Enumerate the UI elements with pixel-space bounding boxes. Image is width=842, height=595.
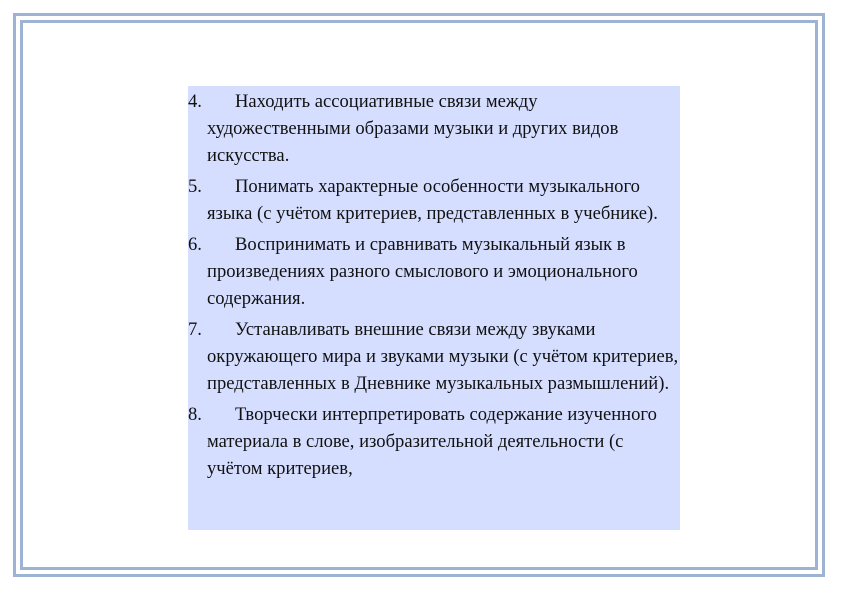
list-item-number: 4.: [188, 91, 202, 112]
numbered-list-box: [188, 86, 680, 530]
list-item-number: 5.: [188, 176, 202, 197]
list-item-text: Устанавливать внешние связи между звуками окружающего мира и звуками музыки (с учётом критериев, представленных в Дневнике музыкальных размышлений).: [207, 319, 679, 394]
list-item-8: [188, 401, 680, 482]
list-item-6: [188, 231, 680, 312]
list-item-5: [188, 173, 680, 227]
list-item-text: Творчески интерпретировать содержание изученного материала в слове, изобразительной деятельности (с учётом критериев,: [207, 404, 657, 479]
list-item-number: 7.: [188, 319, 202, 340]
list-item-4: [188, 88, 680, 169]
list-item-7: [188, 316, 680, 397]
list-item-text: Находить ассоциативные связи между художественными образами музыки и других видов искусства.: [207, 91, 619, 166]
list-item-text: Воспринимать и сравнивать музыкальный язык в произведениях разного смыслового и эмоционального содержания.: [207, 234, 638, 309]
list-item-text: Понимать характерные особенности музыкального языка (с учётом критериев, представленных в учебнике).: [207, 176, 658, 224]
list-item-number: 6.: [188, 234, 202, 255]
list-item-number: 8.: [188, 404, 202, 425]
